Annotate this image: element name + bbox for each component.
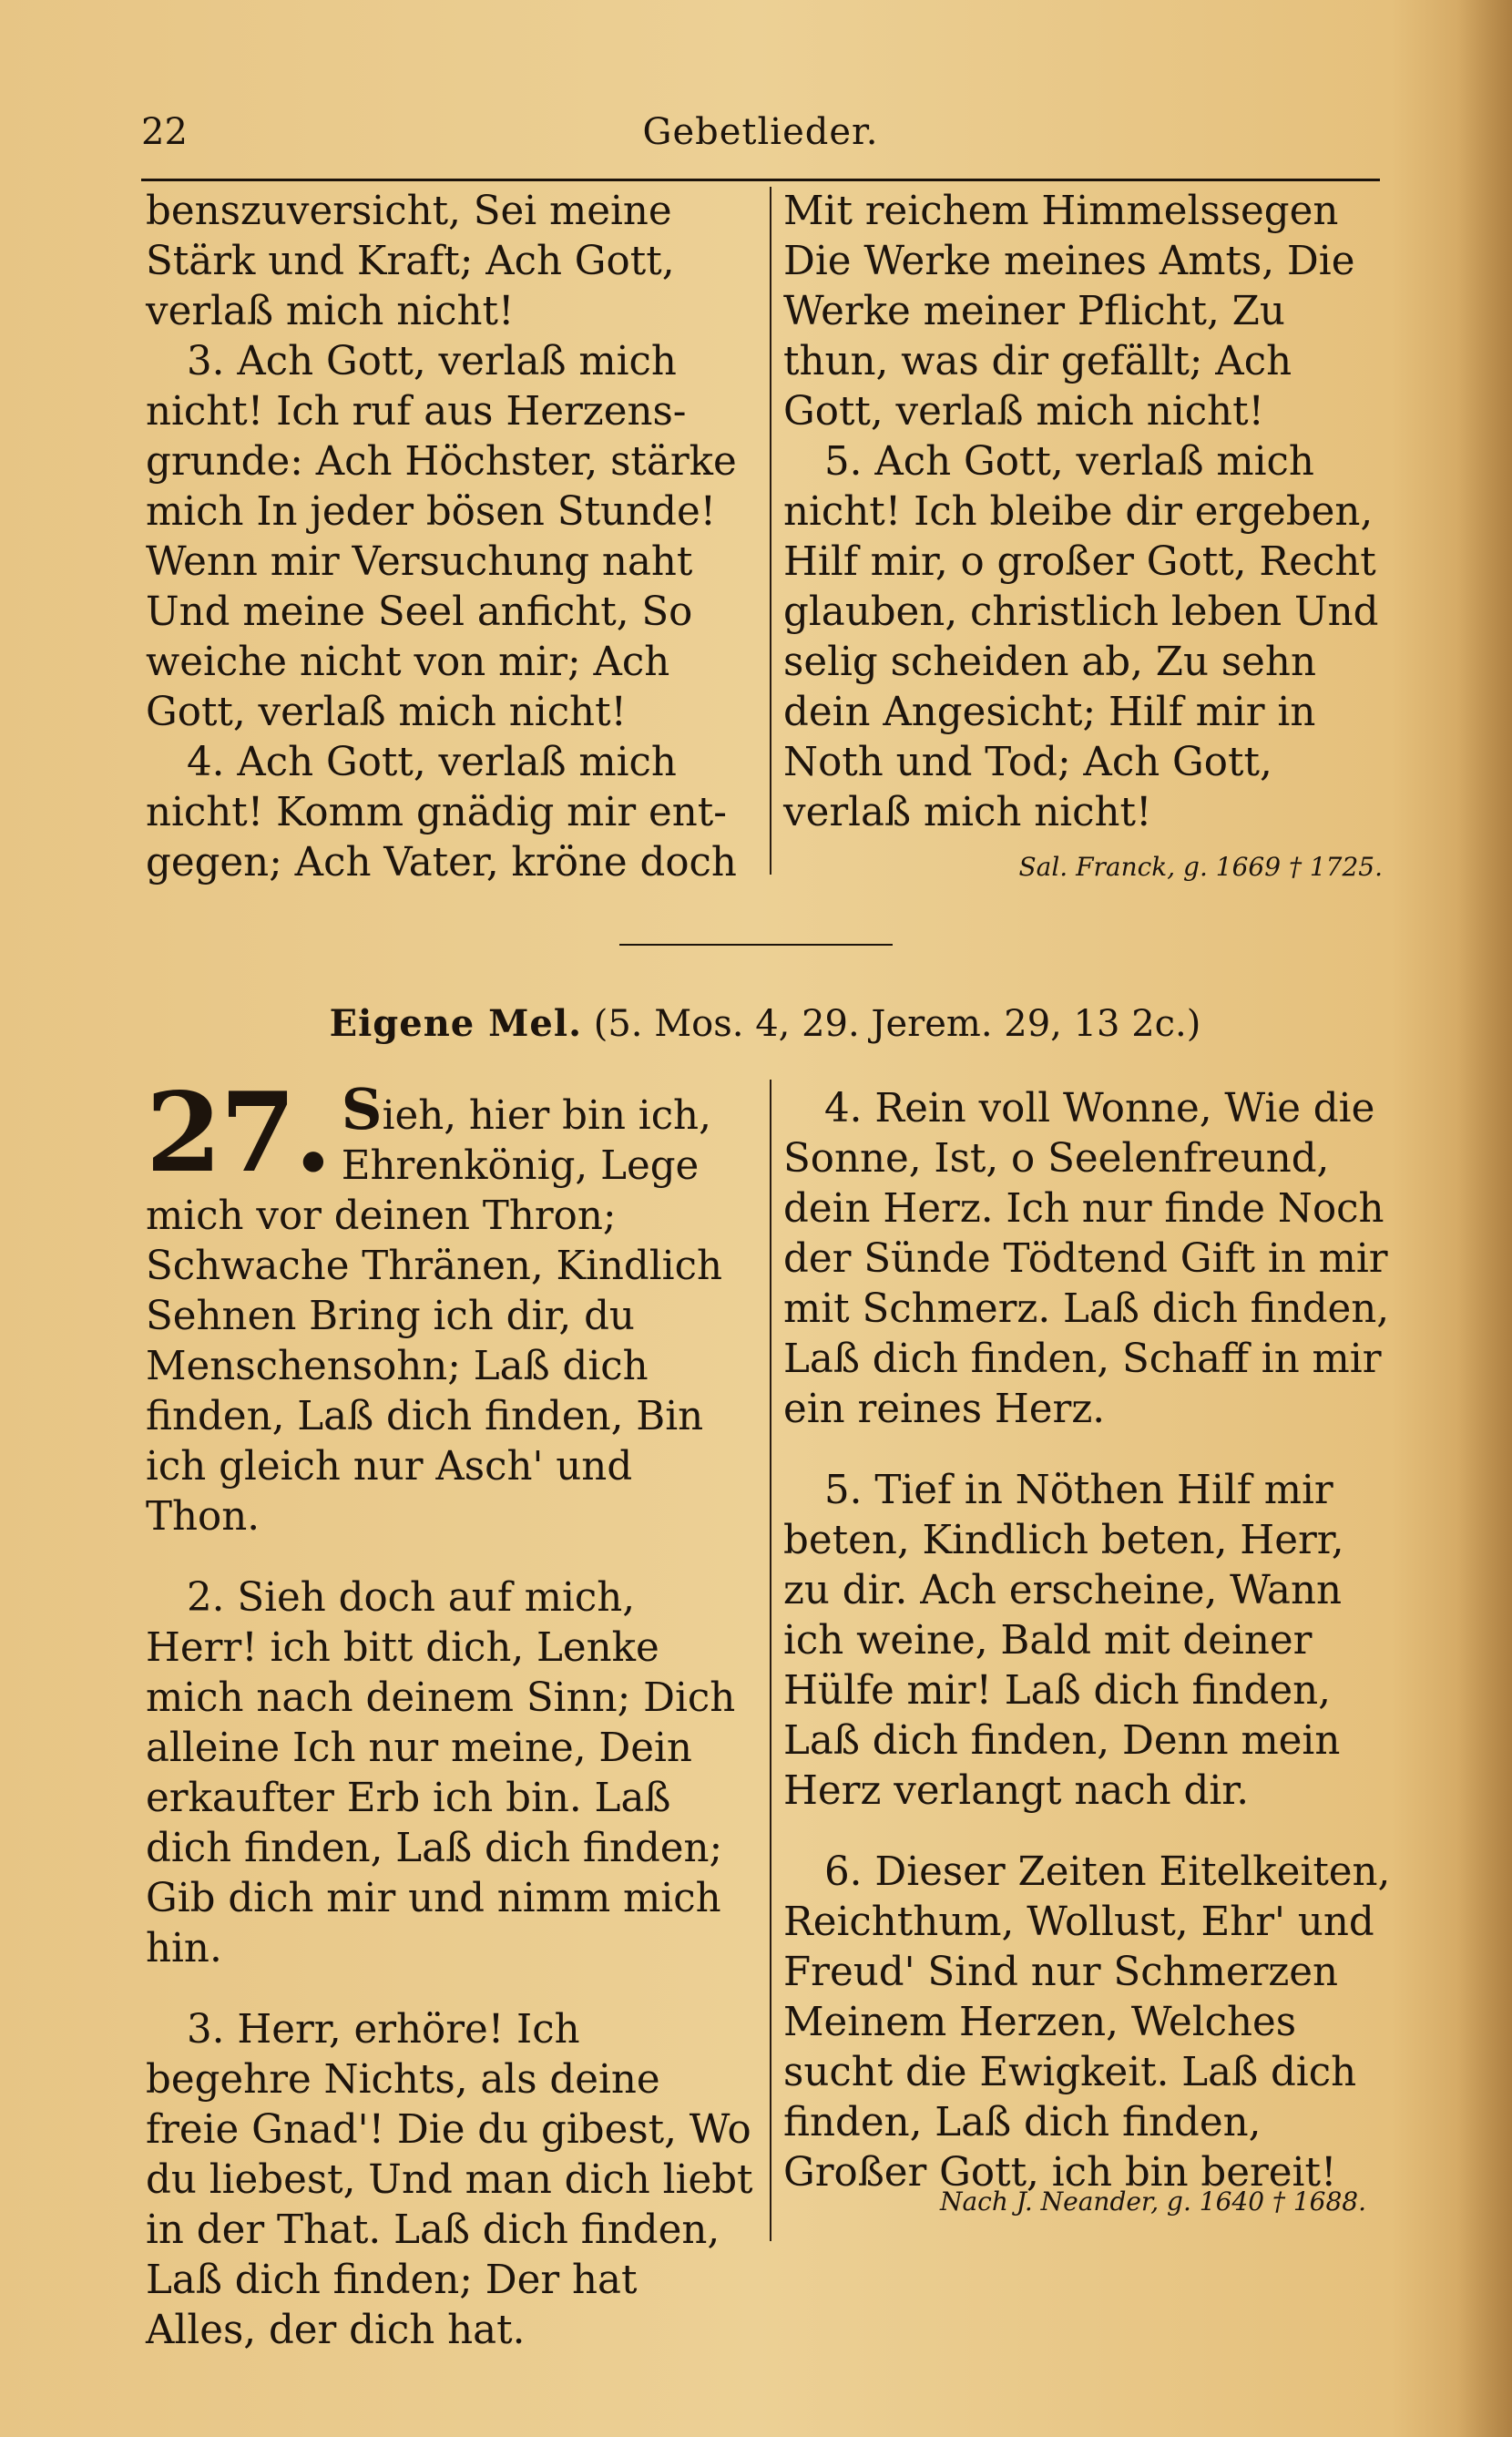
top-left-column bbox=[146, 187, 756, 888]
author-attribution-bottom: Nach J. Neander, g. 1640 † 1688. bbox=[939, 2186, 1366, 2217]
stanza-4-start: 4. Ach Gott, verlaß mich nicht! Komm gnädig mir entgegen; Ach Vater, kröne doch bbox=[146, 740, 737, 886]
hymn-stanza-1 bbox=[146, 1069, 756, 1542]
hymn-stanza-4: 4. Rein voll Wonne, Wie die Sonne, Ist, o Seelenfreund, dein Herz. Ich nur finde Noch der Sünde Tödtend Gift in mir mit Schmerz. Laß dich finden, Laß dich finden, Schaff in mir ein reines Herz. bbox=[783, 1086, 1390, 1432]
page-header bbox=[141, 111, 1380, 166]
hymn-stanza-2: 2. Sieh doch auf mich, Herr! ich bitt dich, Lenke mich nach deinem Sinn; Dich alleine Ich nur meine, Dein erkaufter Erb ich bin. Laß dich finden, Laß dich finden; Gib dich mir und nimm mich hin. bbox=[146, 1575, 736, 1971]
melody-label: Eigene Mel. bbox=[329, 1002, 582, 1045]
page-number: 22 bbox=[141, 111, 188, 153]
melody-line bbox=[141, 1002, 1389, 1045]
header-rule bbox=[141, 179, 1380, 181]
drop-initial: S bbox=[341, 1076, 383, 1142]
column-divider-top bbox=[770, 187, 771, 875]
bottom-left-column bbox=[146, 1069, 756, 2356]
hymn-stanza-3: 3. Herr, erhöre! Ich begehre Nichts, als deine freie Gnad'! Die du gibest, Wo du liebest, Und man dich liebt in der That. Laß dich finden, Laß dich finden; Der hat Alles, der dich hat. bbox=[146, 2007, 753, 2353]
stanza-3: 3. Ach Gott, verlaß mich nicht! Ich ruf aus Herzensgrunde: Ach Höchster, stärke mich In jeder bösen Stunde! Wenn mir Versuchung naht Und meine Seel anficht, So weiche nicht von mir; Ach Gott, verlaß mich nicht! bbox=[146, 339, 737, 735]
column-divider-bottom bbox=[770, 1080, 771, 2241]
section-divider bbox=[619, 944, 893, 946]
hymn-stanza-5: 5. Tief in Nöthen Hilf mir beten, Kindlich beten, Herr, zu dir. Ach erscheine, Wann ich weine, Bald mit deiner Hülfe mir! Laß dich finden, Laß dich finden, Denn mein Herz verlangt nach dir. bbox=[783, 1468, 1344, 1814]
page-edge-shadow bbox=[1457, 0, 1512, 2437]
scripture-references: (5. Mos. 4, 29. Jerem. 29, 13 2c.) bbox=[593, 1003, 1201, 1045]
stanza-5: 5. Ach Gott, verlaß mich nicht! Ich bleibe dir ergeben, Hilf mir, o großer Gott, Recht glauben, christlich leben Und selig scheiden ab, Zu sehn dein Angesicht; Hilf mir in Noth und Tod; Ach Gott, verlaß mich nicht! bbox=[783, 439, 1379, 835]
stanza-4-end: Mit reichem Himmelssegen Die Werke meines Amts, Die Werke meiner Pflicht, Zu thun, was dir gefällt; Ach Gott, verlaß mich nicht! bbox=[783, 189, 1355, 435]
hymn-stanza-6: 6. Dieser Zeiten Eitelkeiten, Reichthum, Wollust, Ehr' und Freud' Sind nur Schmerzen Meinem Herzen, Welches sucht die Ewigkeit. Laß dich finden, Laß dich finden, Großer Gott, ich bin bereit! bbox=[783, 1849, 1391, 2196]
hymn-number: 27. bbox=[146, 1069, 331, 1197]
running-title: Gebetlieder. bbox=[642, 111, 879, 153]
stanza-2-end: benszuversicht, Sei meine Stärk und Kraft; Ach Gott, verlaß mich nicht! bbox=[146, 189, 675, 334]
stanza-1-text: ieh, hier bin ich, Ehrenkönig, Lege mich vor deinen Thron; Schwache Thränen, Kindlich Sehnen Bring ich dir, du Menschensohn; Laß dich finden, Laß dich finden, Bin ich gleich nur Asch' und Thon. bbox=[146, 1093, 722, 1540]
top-right-column bbox=[783, 187, 1392, 884]
bottom-right-column bbox=[783, 1084, 1392, 2198]
author-attribution-top: Sal. Franck, g. 1669 † 1725. bbox=[1018, 852, 1383, 882]
